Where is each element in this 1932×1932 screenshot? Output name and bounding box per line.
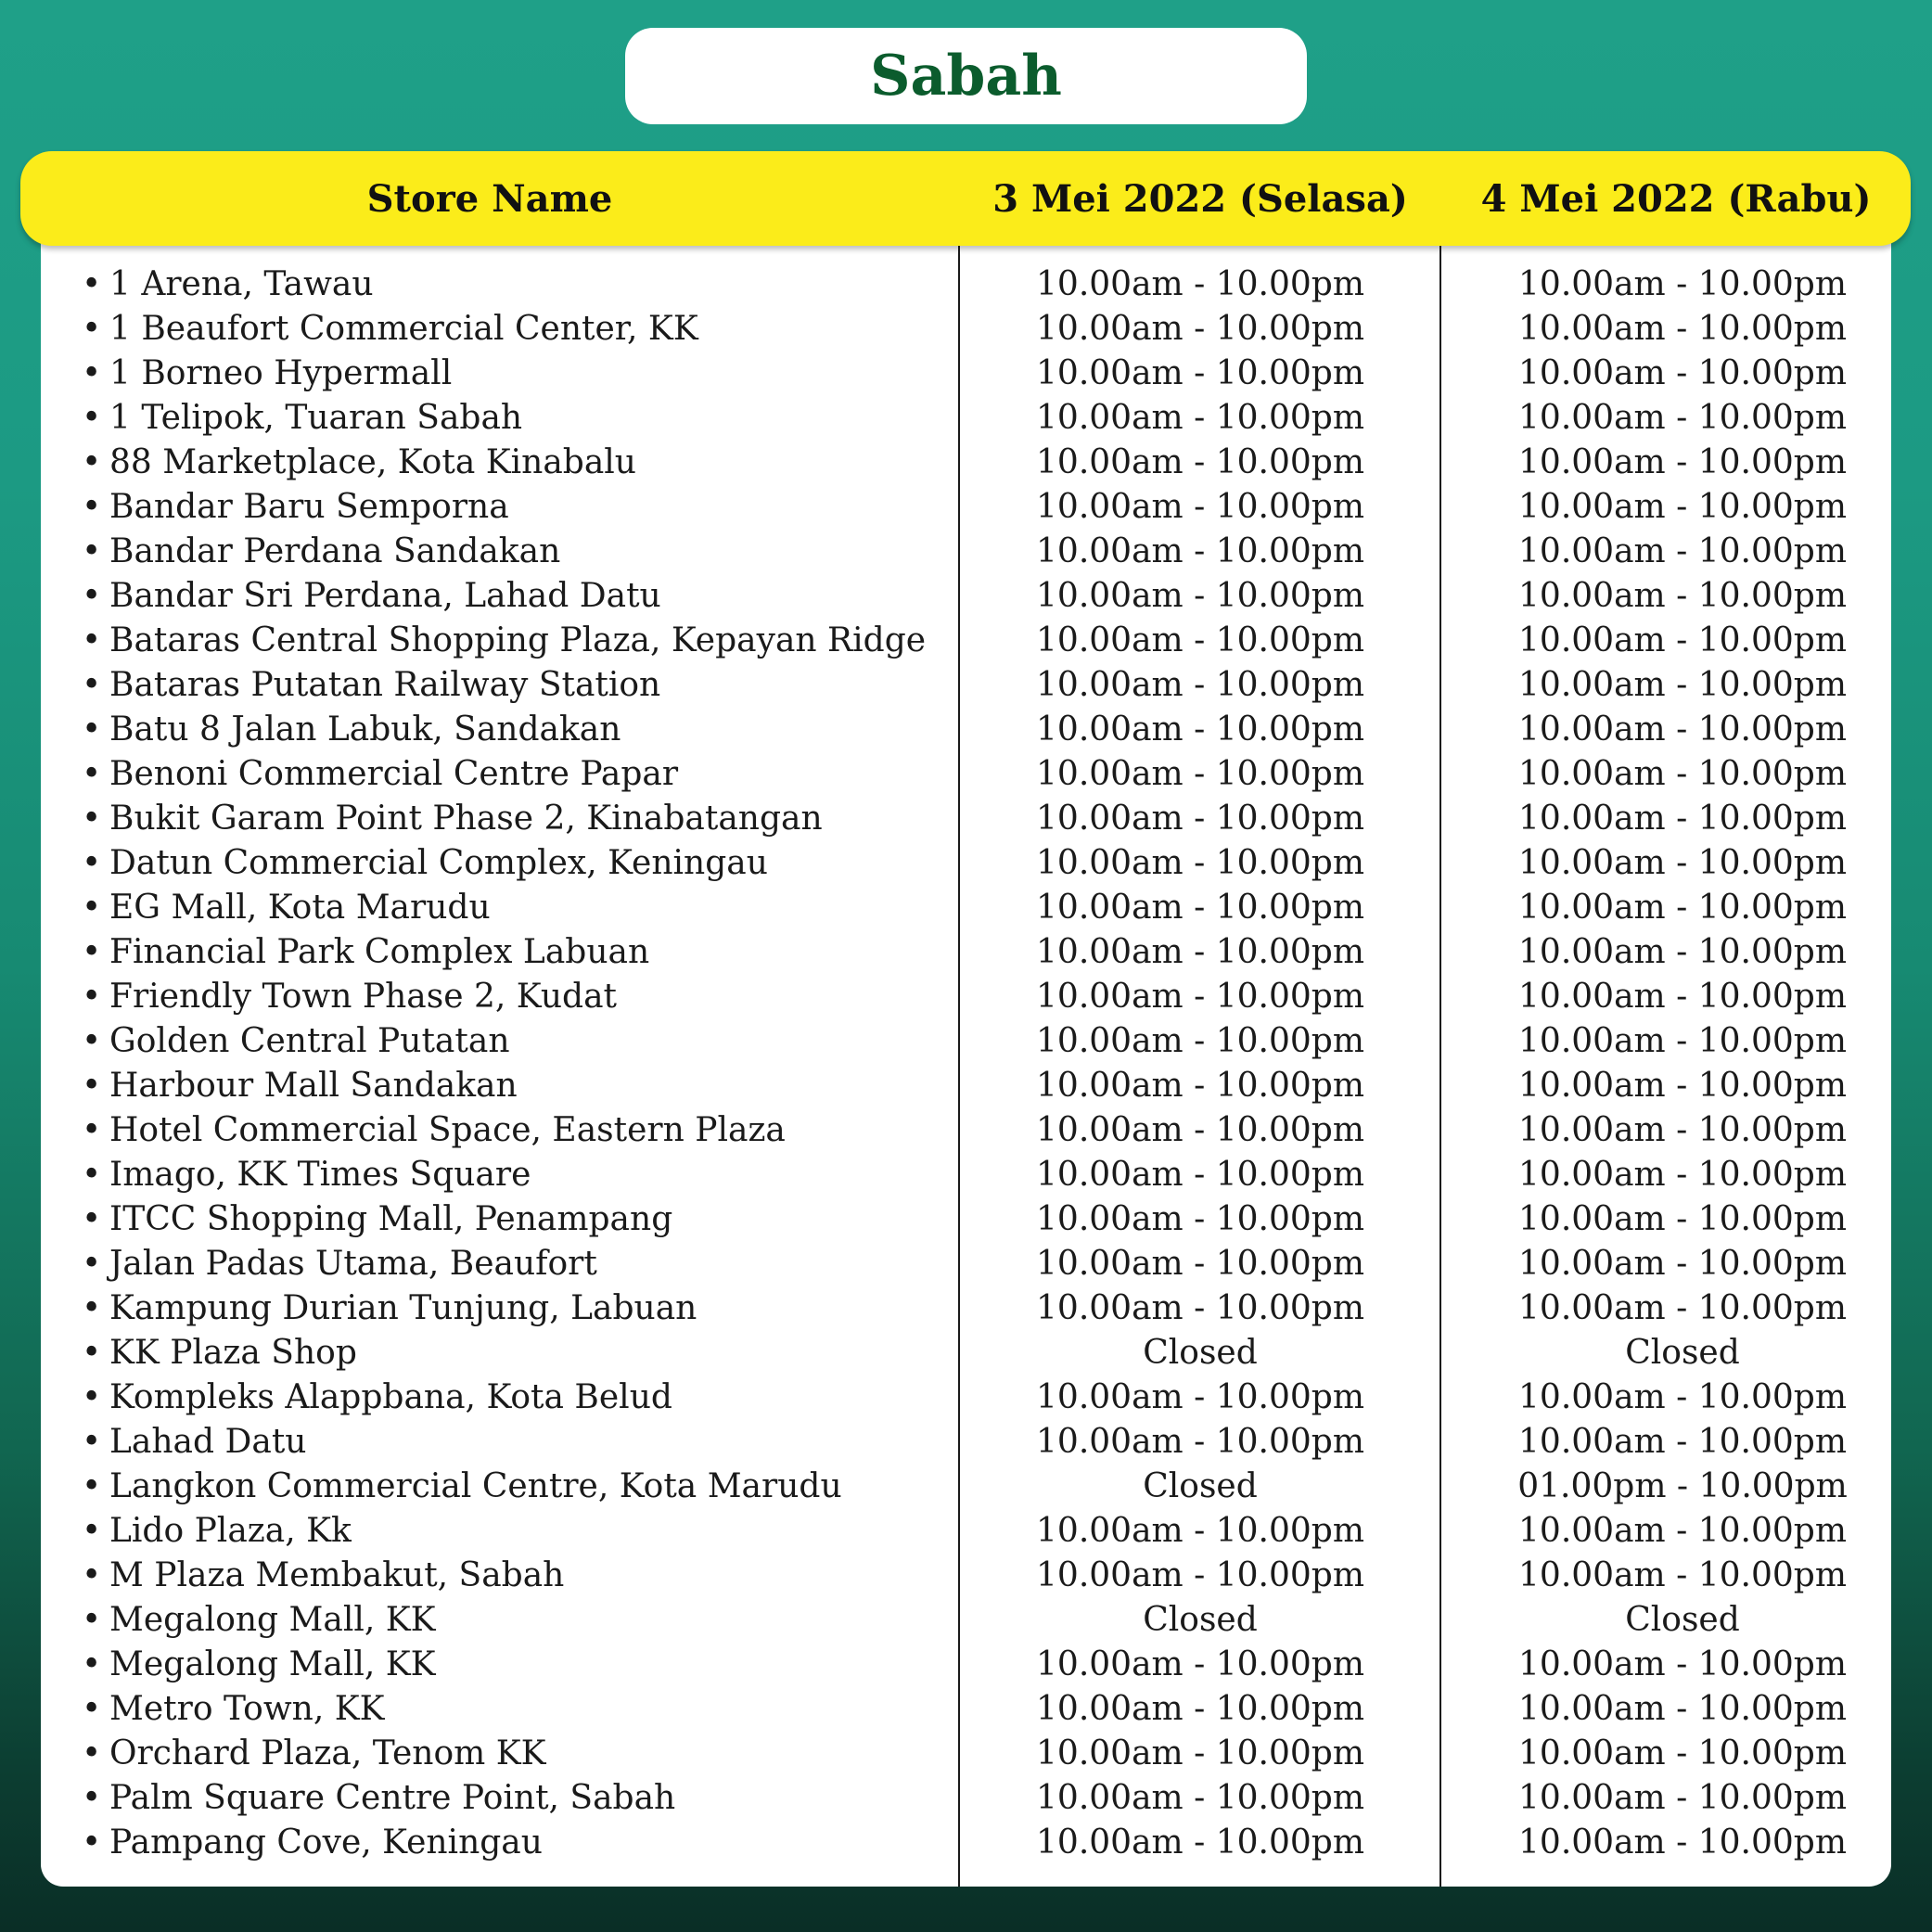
table-row — [41, 1776, 1891, 1821]
table-row — [41, 441, 1891, 485]
bullet-icon: • — [82, 577, 102, 615]
table-row — [41, 1331, 1891, 1375]
hours-day-1: 10.00am - 10.00pm — [1036, 1022, 1364, 1060]
hours-day-2: 10.00am - 10.00pm — [1518, 1556, 1847, 1594]
store-cell — [82, 1509, 352, 1554]
hours-day-1: 10.00am - 10.00pm — [1036, 666, 1364, 704]
table-row — [41, 262, 1891, 307]
store-cell — [82, 975, 617, 1019]
table-row — [41, 975, 1891, 1019]
store-cell — [82, 1153, 531, 1197]
hours-day-1: 10.00am - 10.00pm — [1036, 1067, 1364, 1105]
store-name: EG Mall, Kota Marudu — [109, 889, 491, 927]
hours-day-2: 10.00am - 10.00pm — [1518, 844, 1847, 882]
store-name: Bataras Central Shopping Plaza, Kepayan Ridge — [109, 621, 927, 659]
store-cell — [82, 1821, 543, 1865]
region-title-box — [625, 28, 1307, 124]
hours-day-1: 10.00am - 10.00pm — [1036, 532, 1364, 570]
hours-day-1: 10.00am - 10.00pm — [1036, 755, 1364, 793]
store-cell — [82, 1197, 672, 1242]
table-row — [41, 1821, 1891, 1865]
store-name: Metro Town, KK — [109, 1690, 385, 1728]
bullet-icon: • — [82, 1512, 102, 1550]
bullet-icon: • — [82, 755, 102, 793]
hours-day-2: 10.00am - 10.00pm — [1518, 889, 1847, 927]
store-cell — [82, 1064, 518, 1108]
bullet-icon: • — [82, 1556, 102, 1594]
store-cell — [82, 262, 374, 307]
bullet-icon: • — [82, 488, 102, 526]
store-name: Bataras Putatan Railway Station — [109, 666, 661, 704]
store-name: Megalong Mall, KK — [109, 1601, 436, 1639]
hours-day-2: 10.00am - 10.00pm — [1518, 1022, 1847, 1060]
store-name: Friendly Town Phase 2, Kudat — [109, 978, 618, 1016]
hours-day-1: 10.00am - 10.00pm — [1036, 889, 1364, 927]
hours-day-1: 10.00am - 10.00pm — [1036, 800, 1364, 838]
table-row — [41, 1108, 1891, 1153]
hours-day-1: 10.00am - 10.00pm — [1036, 978, 1364, 1016]
table-row — [41, 1732, 1891, 1776]
bullet-icon: • — [82, 844, 102, 882]
hours-day-2: 10.00am - 10.00pm — [1518, 1734, 1847, 1772]
bullet-icon: • — [82, 1645, 102, 1683]
bullet-icon: • — [82, 1289, 102, 1327]
store-cell — [82, 619, 926, 663]
store-cell — [82, 708, 621, 752]
hours-day-1: 10.00am - 10.00pm — [1036, 1512, 1364, 1550]
hours-day-2: 10.00am - 10.00pm — [1518, 1779, 1847, 1817]
hours-day-1: 10.00am - 10.00pm — [1036, 1779, 1364, 1817]
store-name: Orchard Plaza, Tenom KK — [109, 1734, 546, 1772]
table-row — [41, 841, 1891, 886]
hours-day-1: 10.00am - 10.00pm — [1036, 1690, 1364, 1728]
store-cell — [82, 1331, 357, 1375]
hours-day-2: 10.00am - 10.00pm — [1518, 978, 1847, 1016]
store-name: 1 Telipok, Tuaran Sabah — [109, 399, 523, 437]
store-cell — [82, 574, 661, 619]
hours-day-2: 10.00am - 10.00pm — [1518, 488, 1847, 526]
header-day-1: 3 Mei 2022 (Selasa) — [992, 176, 1408, 221]
hours-day-1: 10.00am - 10.00pm — [1036, 1734, 1364, 1772]
store-cell — [82, 1598, 436, 1643]
store-name: Bandar Sri Perdana, Lahad Datu — [109, 577, 661, 615]
hours-day-2: 01.00pm - 10.00pm — [1517, 1467, 1848, 1505]
hours-day-2: 10.00am - 10.00pm — [1518, 265, 1847, 303]
store-cell — [82, 1286, 697, 1331]
hours-day-1: 10.00am - 10.00pm — [1036, 1156, 1364, 1194]
store-cell — [82, 797, 823, 841]
bullet-icon: • — [82, 1423, 102, 1461]
store-cell — [82, 930, 649, 975]
bullet-icon: • — [82, 310, 102, 348]
store-name: Harbour Mall Sandakan — [109, 1067, 518, 1105]
bullet-icon: • — [82, 978, 102, 1016]
header-day-2: 4 Mei 2022 (Rabu) — [1480, 176, 1872, 221]
table-row — [41, 708, 1891, 752]
hours-day-2: 10.00am - 10.00pm — [1518, 755, 1847, 793]
store-cell — [82, 1554, 564, 1598]
bullet-icon: • — [82, 532, 102, 570]
hours-day-2: 10.00am - 10.00pm — [1518, 1200, 1847, 1238]
hours-day-2: 10.00am - 10.00pm — [1518, 1690, 1847, 1728]
hours-day-2: 10.00am - 10.00pm — [1518, 621, 1847, 659]
hours-day-1: 10.00am - 10.00pm — [1036, 621, 1364, 659]
hours-day-2: 10.00am - 10.00pm — [1518, 1111, 1847, 1149]
store-name: Lahad Datu — [109, 1423, 307, 1461]
hours-day-1: 10.00am - 10.00pm — [1036, 399, 1364, 437]
hours-day-2: Closed — [1625, 1334, 1740, 1372]
store-name: 88 Marketplace, Kota Kinabalu — [109, 443, 636, 481]
store-name: Kampung Durian Tunjung, Labuan — [109, 1289, 697, 1327]
store-cell — [82, 441, 636, 485]
hours-day-2: 10.00am - 10.00pm — [1518, 310, 1847, 348]
hours-day-1: Closed — [1143, 1334, 1258, 1372]
hours-day-1: 10.00am - 10.00pm — [1036, 1423, 1364, 1461]
hours-day-1: Closed — [1143, 1467, 1258, 1505]
store-cell — [82, 1242, 597, 1286]
bullet-icon: • — [82, 1467, 102, 1505]
store-name: M Plaza Membakut, Sabah — [109, 1556, 565, 1594]
hours-day-2: 10.00am - 10.00pm — [1518, 443, 1847, 481]
hours-day-2: 10.00am - 10.00pm — [1518, 1512, 1847, 1550]
store-cell — [82, 1732, 546, 1776]
hours-day-1: 10.00am - 10.00pm — [1036, 1378, 1364, 1416]
table-row — [41, 574, 1891, 619]
store-name: Jalan Padas Utama, Beaufort — [109, 1245, 597, 1283]
bullet-icon: • — [82, 443, 102, 481]
hours-day-1: 10.00am - 10.00pm — [1036, 577, 1364, 615]
bullet-icon: • — [82, 1779, 102, 1817]
region-title: Sabah — [870, 44, 1062, 109]
store-cell — [82, 396, 522, 441]
hours-day-1: 10.00am - 10.00pm — [1036, 1556, 1364, 1594]
store-cell — [82, 1108, 786, 1153]
hours-day-2: 10.00am - 10.00pm — [1518, 666, 1847, 704]
store-name: Financial Park Complex Labuan — [109, 933, 650, 971]
store-cell — [82, 1687, 385, 1732]
bullet-icon: • — [82, 1111, 102, 1149]
store-cell — [82, 485, 509, 530]
store-name: Megalong Mall, KK — [109, 1645, 436, 1683]
hours-day-2: 10.00am - 10.00pm — [1518, 933, 1847, 971]
table-row — [41, 1509, 1891, 1554]
store-name: Hotel Commercial Space, Eastern Plaza — [109, 1111, 786, 1149]
store-cell — [82, 1776, 675, 1821]
hours-day-1: 10.00am - 10.00pm — [1036, 1289, 1364, 1327]
hours-day-2: 10.00am - 10.00pm — [1518, 399, 1847, 437]
bullet-icon: • — [82, 1734, 102, 1772]
store-name: Kompleks Alappbana, Kota Belud — [109, 1378, 672, 1416]
bullet-icon: • — [82, 1334, 102, 1372]
store-cell — [82, 841, 768, 886]
hours-day-2: 10.00am - 10.00pm — [1518, 577, 1847, 615]
store-name: 1 Arena, Tawau — [109, 265, 374, 303]
store-cell — [82, 1375, 672, 1420]
bullet-icon: • — [82, 265, 102, 303]
bullet-icon: • — [82, 621, 102, 659]
bullet-icon: • — [82, 1067, 102, 1105]
bullet-icon: • — [82, 1601, 102, 1639]
table-row — [41, 485, 1891, 530]
bullet-icon: • — [82, 354, 102, 392]
hours-day-2: 10.00am - 10.00pm — [1518, 1378, 1847, 1416]
table-row — [41, 797, 1891, 841]
hours-day-2: 10.00am - 10.00pm — [1518, 1823, 1847, 1862]
bullet-icon: • — [82, 666, 102, 704]
table-row — [41, 1465, 1891, 1509]
hours-day-2: 10.00am - 10.00pm — [1518, 1067, 1847, 1105]
hours-day-1: 10.00am - 10.00pm — [1036, 933, 1364, 971]
store-cell — [82, 1465, 842, 1509]
hours-day-2: 10.00am - 10.00pm — [1518, 1156, 1847, 1194]
store-cell — [82, 886, 491, 930]
table-row — [41, 1197, 1891, 1242]
bullet-icon: • — [82, 933, 102, 971]
hours-day-2: Closed — [1625, 1601, 1740, 1639]
table-row — [41, 1064, 1891, 1108]
store-cell — [82, 663, 660, 708]
table-row — [41, 307, 1891, 352]
bullet-icon: • — [82, 710, 102, 748]
store-name: Pampang Cove, Keningau — [109, 1823, 543, 1862]
bullet-icon: • — [82, 1823, 102, 1862]
hours-day-2: 10.00am - 10.00pm — [1518, 800, 1847, 838]
table-row — [41, 1153, 1891, 1197]
store-cell — [82, 307, 698, 352]
table-row — [41, 1286, 1891, 1331]
store-name: Benoni Commercial Centre Papar — [109, 755, 679, 793]
store-name: Lido Plaza, Kk — [109, 1512, 352, 1550]
bullet-icon: • — [82, 1022, 102, 1060]
hours-day-2: 10.00am - 10.00pm — [1518, 1289, 1847, 1327]
bullet-icon: • — [82, 889, 102, 927]
store-name: Palm Square Centre Point, Sabah — [109, 1779, 676, 1817]
store-name: Bandar Perdana Sandakan — [109, 532, 561, 570]
table-row — [41, 886, 1891, 930]
store-name: Langkon Commercial Centre, Kota Marudu — [109, 1467, 842, 1505]
hours-day-2: 10.00am - 10.00pm — [1518, 532, 1847, 570]
table-row — [41, 752, 1891, 797]
store-name: Bandar Baru Semporna — [109, 488, 509, 526]
table-row — [41, 352, 1891, 396]
store-name: ITCC Shopping Mall, Penampang — [109, 1200, 673, 1238]
table-row — [41, 396, 1891, 441]
store-cell — [82, 1019, 510, 1064]
store-name: Imago, KK Times Square — [109, 1156, 531, 1194]
bullet-icon: • — [82, 399, 102, 437]
bullet-icon: • — [82, 800, 102, 838]
store-name: KK Plaza Shop — [109, 1334, 357, 1372]
hours-day-1: 10.00am - 10.00pm — [1036, 1245, 1364, 1283]
store-cell — [82, 352, 452, 396]
store-cell — [82, 1420, 306, 1465]
store-cell — [82, 752, 678, 797]
table-row — [41, 1643, 1891, 1687]
bullet-icon: • — [82, 1200, 102, 1238]
store-name: Golden Central Putatan — [109, 1022, 510, 1060]
table-row — [41, 1019, 1891, 1064]
table-row — [41, 1242, 1891, 1286]
hours-day-2: 10.00am - 10.00pm — [1518, 1423, 1847, 1461]
hours-day-2: 10.00am - 10.00pm — [1518, 1245, 1847, 1283]
hours-day-1: 10.00am - 10.00pm — [1036, 1823, 1364, 1862]
store-cell — [82, 1643, 436, 1687]
hours-day-1: 10.00am - 10.00pm — [1036, 354, 1364, 392]
table-row — [41, 1554, 1891, 1598]
hours-day-2: 10.00am - 10.00pm — [1518, 354, 1847, 392]
store-name: Datun Commercial Complex, Keningau — [109, 844, 768, 882]
hours-day-1: 10.00am - 10.00pm — [1036, 443, 1364, 481]
bullet-icon: • — [82, 1378, 102, 1416]
store-name: 1 Borneo Hypermall — [109, 354, 453, 392]
hours-day-2: 10.00am - 10.00pm — [1518, 1645, 1847, 1683]
table-row — [41, 1420, 1891, 1465]
bullet-icon: • — [82, 1156, 102, 1194]
hours-day-1: 10.00am - 10.00pm — [1036, 488, 1364, 526]
hours-day-1: 10.00am - 10.00pm — [1036, 265, 1364, 303]
hours-day-1: 10.00am - 10.00pm — [1036, 310, 1364, 348]
hours-day-1: 10.00am - 10.00pm — [1036, 1111, 1364, 1149]
hours-day-1: 10.00am - 10.00pm — [1036, 1200, 1364, 1238]
hours-day-1: 10.00am - 10.00pm — [1036, 710, 1364, 748]
table-row — [41, 1375, 1891, 1420]
table-row — [41, 530, 1891, 574]
table-row — [41, 1687, 1891, 1732]
hours-day-1: Closed — [1143, 1601, 1258, 1639]
bullet-icon: • — [82, 1245, 102, 1283]
bullet-icon: • — [82, 1690, 102, 1728]
table-header — [20, 151, 1911, 246]
header-store-name: Store Name — [366, 176, 613, 221]
table-row — [41, 619, 1891, 663]
table-row — [41, 663, 1891, 708]
hours-day-2: 10.00am - 10.00pm — [1518, 710, 1847, 748]
table-row — [41, 1598, 1891, 1643]
store-name: 1 Beaufort Commercial Center, KK — [109, 310, 698, 348]
table-row — [41, 930, 1891, 975]
store-name: Batu 8 Jalan Labuk, Sandakan — [109, 710, 621, 748]
hours-day-1: 10.00am - 10.00pm — [1036, 1645, 1364, 1683]
store-name: Bukit Garam Point Phase 2, Kinabatangan — [109, 800, 823, 838]
store-cell — [82, 530, 560, 574]
hours-day-1: 10.00am - 10.00pm — [1036, 844, 1364, 882]
